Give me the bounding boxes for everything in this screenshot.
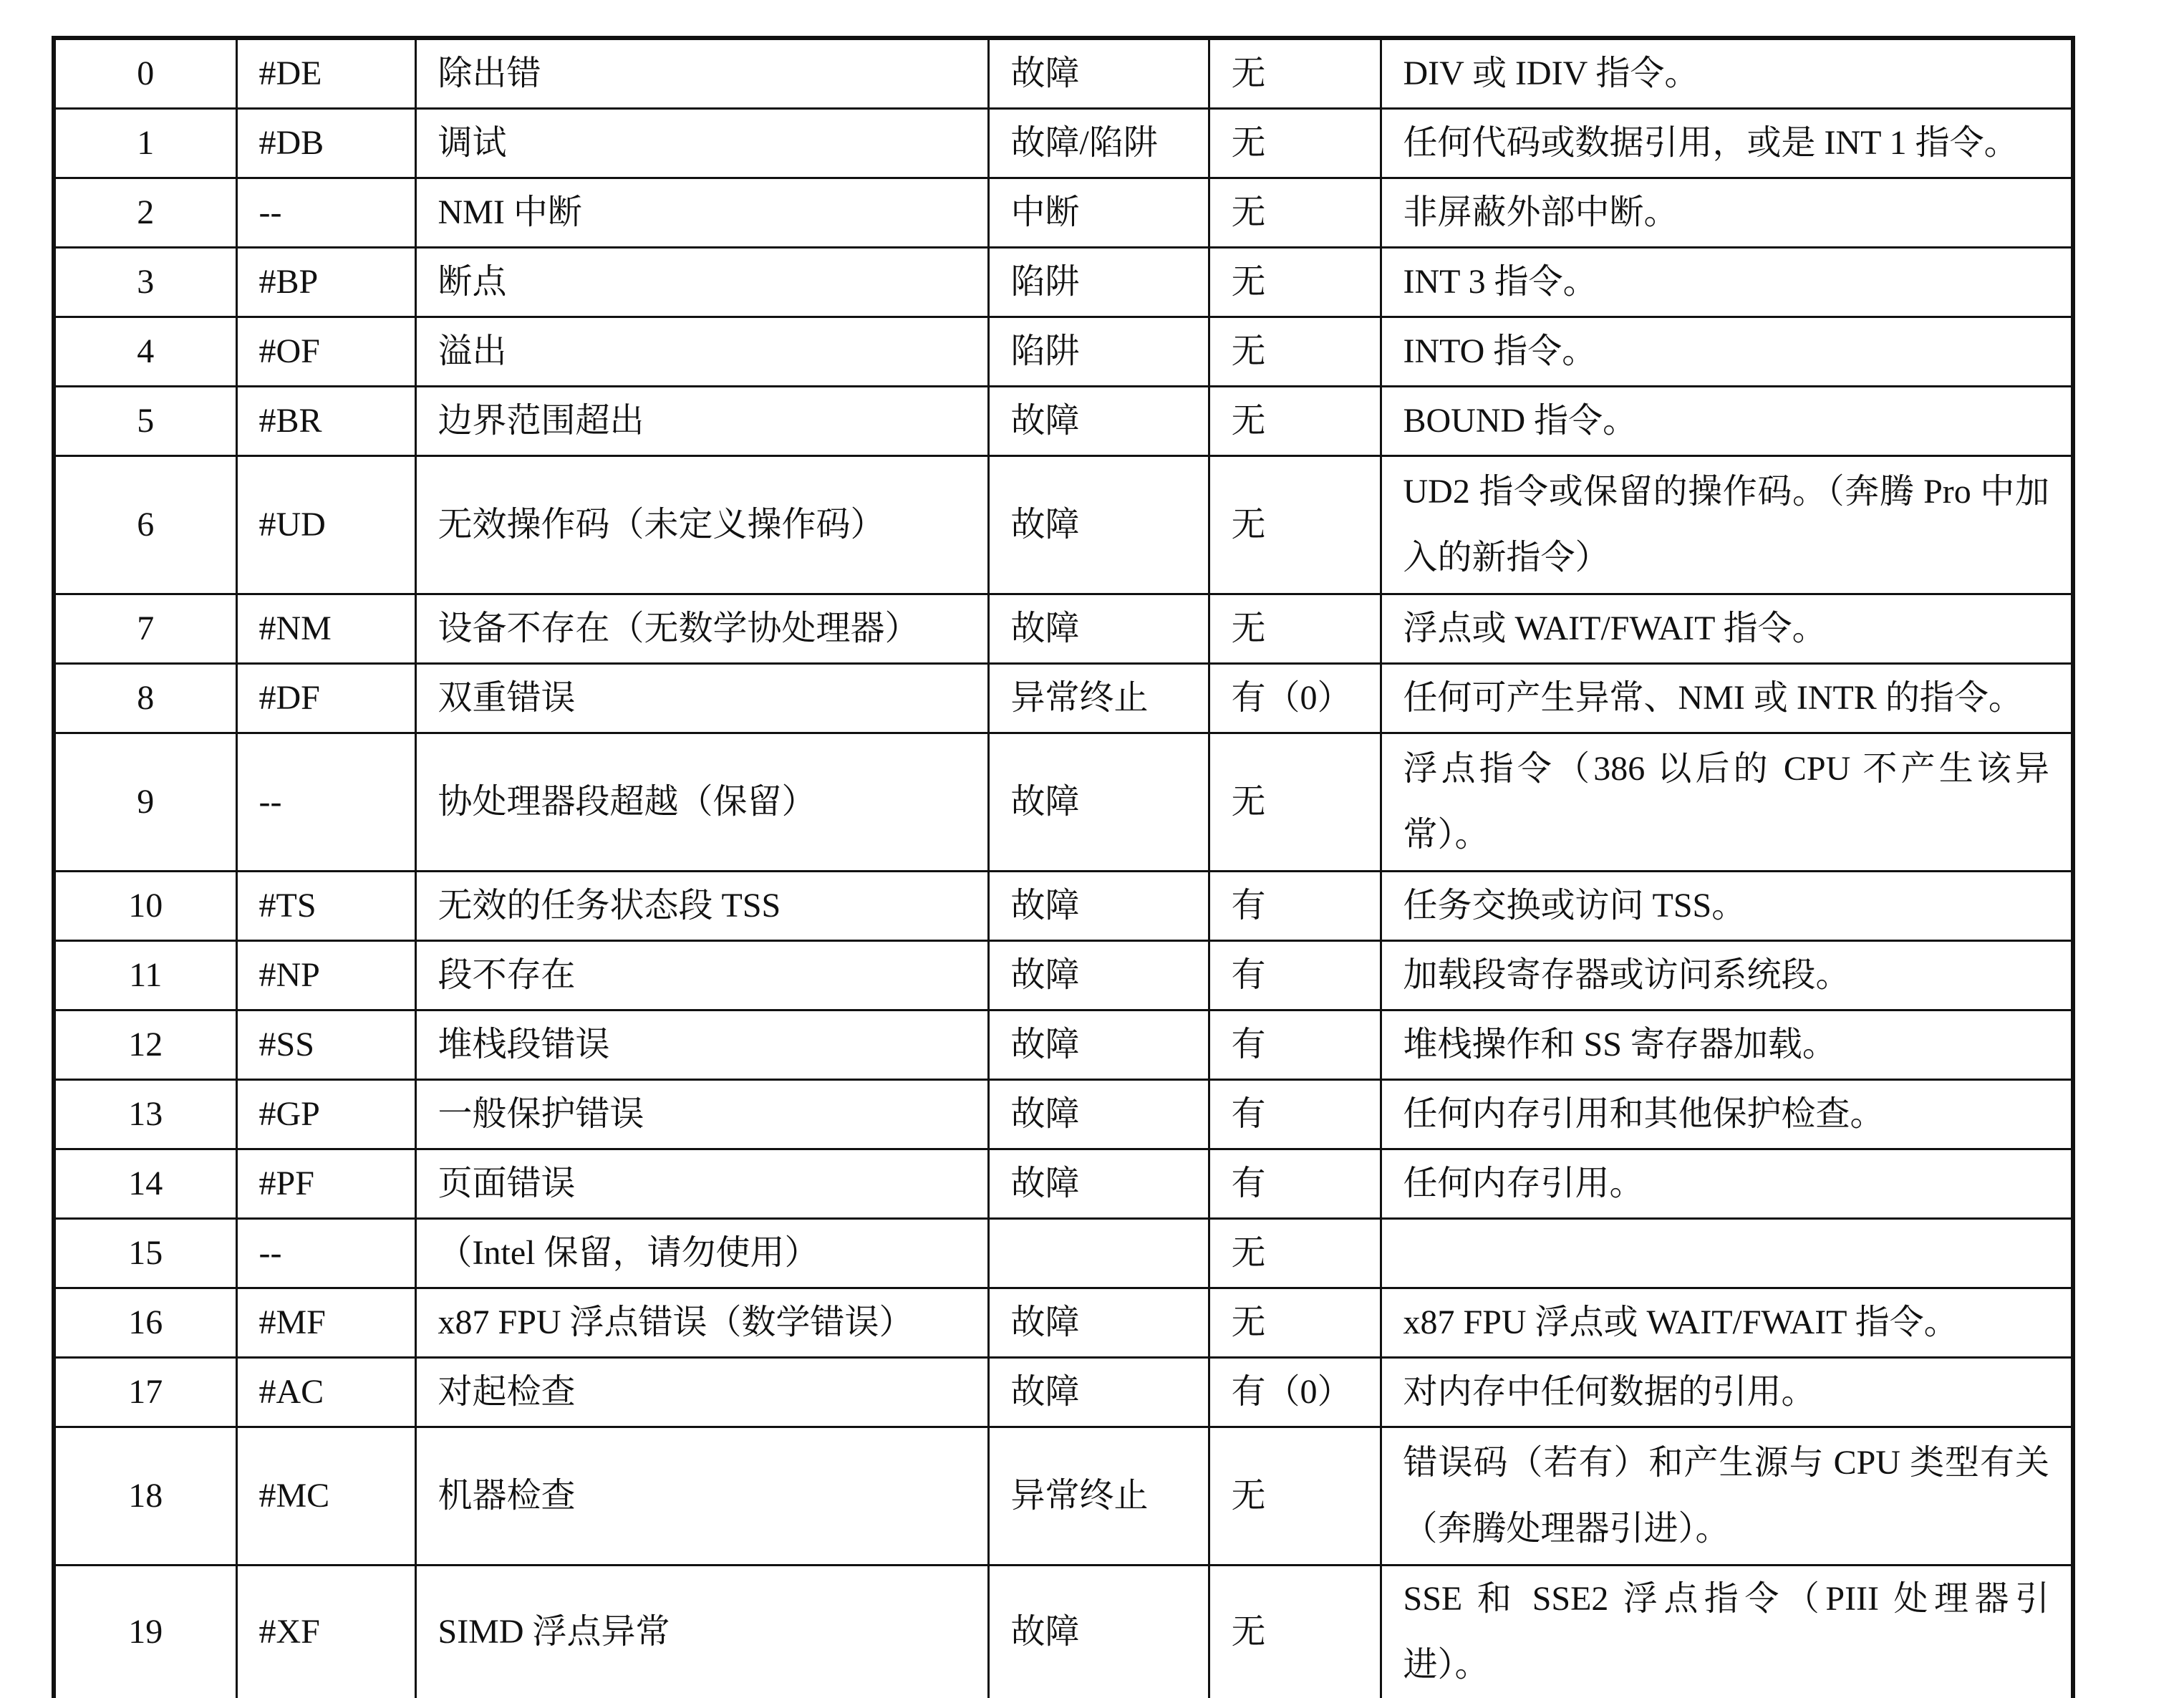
exception-type-cell: 故障 bbox=[988, 941, 1209, 1010]
mnemonic-cell: #NP bbox=[236, 941, 415, 1010]
error-code-cell: 无 bbox=[1209, 109, 1381, 178]
error-code-cell: 有（0） bbox=[1209, 664, 1381, 733]
table-row bbox=[56, 733, 2071, 872]
mnemonic-cell: #MF bbox=[236, 1288, 415, 1358]
exception-name-cell: 无效操作码（未定义操作码） bbox=[415, 456, 988, 594]
exception-source-cell: BOUND 指令。 bbox=[1381, 387, 2071, 456]
error-code-cell: 无 bbox=[1209, 387, 1381, 456]
exception-table-body bbox=[56, 40, 2071, 1698]
exception-source-cell: 堆栈操作和 SS 寄存器加载。 bbox=[1381, 1010, 2071, 1080]
table-row bbox=[56, 872, 2071, 941]
mnemonic-cell: #XF bbox=[236, 1566, 415, 1698]
table-row bbox=[56, 387, 2071, 456]
exception-type-cell: 故障 bbox=[988, 733, 1209, 872]
exception-name-cell: 段不存在 bbox=[415, 941, 988, 1010]
error-code-cell: 无 bbox=[1209, 1219, 1381, 1288]
exception-name-cell: （Intel 保留，请勿使用） bbox=[415, 1219, 988, 1288]
table-row bbox=[56, 456, 2071, 594]
vector-number-cell: 12 bbox=[56, 1010, 236, 1080]
vector-number-cell: 10 bbox=[56, 872, 236, 941]
exception-table-container bbox=[52, 36, 2075, 1698]
mnemonic-cell: -- bbox=[236, 1219, 415, 1288]
exception-type-cell: 故障 bbox=[988, 1358, 1209, 1427]
mnemonic-cell: #BP bbox=[236, 248, 415, 317]
exception-type-cell: 故障 bbox=[988, 1566, 1209, 1698]
error-code-cell: 无 bbox=[1209, 1566, 1381, 1698]
error-code-cell: 有 bbox=[1209, 1080, 1381, 1149]
exception-type-cell: 故障 bbox=[988, 1010, 1209, 1080]
exception-name-cell: 机器检查 bbox=[415, 1427, 988, 1566]
table-row bbox=[56, 40, 2071, 109]
exception-type-cell: 陷阱 bbox=[988, 317, 1209, 387]
table-row bbox=[56, 317, 2071, 387]
table-row bbox=[56, 1427, 2071, 1566]
exception-type-cell: 中断 bbox=[988, 178, 1209, 248]
mnemonic-cell: #GP bbox=[236, 1080, 415, 1149]
mnemonic-cell: #OF bbox=[236, 317, 415, 387]
exception-name-cell: 溢出 bbox=[415, 317, 988, 387]
mnemonic-cell: -- bbox=[236, 178, 415, 248]
vector-number-cell: 18 bbox=[56, 1427, 236, 1566]
error-code-cell: 无 bbox=[1209, 317, 1381, 387]
exception-source-cell: UD2 指令或保留的操作码。（奔腾 Pro 中加入的新指令） bbox=[1381, 456, 2071, 594]
table-row bbox=[56, 1219, 2071, 1288]
exception-type-cell: 故障 bbox=[988, 1080, 1209, 1149]
exception-type-cell: 故障 bbox=[988, 1288, 1209, 1358]
exception-name-cell: 一般保护错误 bbox=[415, 1080, 988, 1149]
error-code-cell: 有 bbox=[1209, 941, 1381, 1010]
table-row bbox=[56, 1288, 2071, 1358]
exception-name-cell: 调试 bbox=[415, 109, 988, 178]
table-row bbox=[56, 178, 2071, 248]
vector-number-cell: 19 bbox=[56, 1566, 236, 1698]
error-code-cell: 无 bbox=[1209, 733, 1381, 872]
vector-number-cell: 8 bbox=[56, 664, 236, 733]
exception-source-cell bbox=[1381, 1219, 2071, 1288]
table-row bbox=[56, 941, 2071, 1010]
exception-source-cell: 任何内存引用和其他保护检查。 bbox=[1381, 1080, 2071, 1149]
vector-number-cell: 11 bbox=[56, 941, 236, 1010]
exception-source-cell: INT 3 指令。 bbox=[1381, 248, 2071, 317]
vector-number-cell: 3 bbox=[56, 248, 236, 317]
exception-type-cell: 故障 bbox=[988, 456, 1209, 594]
mnemonic-cell: #UD bbox=[236, 456, 415, 594]
exception-source-cell: 错误码（若有）和产生源与 CPU 类型有关（奔腾处理器引进）。 bbox=[1381, 1427, 2071, 1566]
exception-type-cell: 故障 bbox=[988, 1149, 1209, 1219]
exception-name-cell: SIMD 浮点异常 bbox=[415, 1566, 988, 1698]
exception-source-cell: 任务交换或访问 TSS。 bbox=[1381, 872, 2071, 941]
vector-number-cell: 0 bbox=[56, 40, 236, 109]
exception-type-cell: 故障/陷阱 bbox=[988, 109, 1209, 178]
exception-name-cell: 设备不存在（无数学协处理器） bbox=[415, 594, 988, 664]
mnemonic-cell: -- bbox=[236, 733, 415, 872]
table-row bbox=[56, 594, 2071, 664]
exception-source-cell: 加载段寄存器或访问系统段。 bbox=[1381, 941, 2071, 1010]
vector-number-cell: 4 bbox=[56, 317, 236, 387]
vector-number-cell: 7 bbox=[56, 594, 236, 664]
vector-number-cell: 9 bbox=[56, 733, 236, 872]
error-code-cell: 无 bbox=[1209, 40, 1381, 109]
exception-source-cell: INTO 指令。 bbox=[1381, 317, 2071, 387]
vector-number-cell: 13 bbox=[56, 1080, 236, 1149]
vector-number-cell: 15 bbox=[56, 1219, 236, 1288]
exception-source-cell: DIV 或 IDIV 指令。 bbox=[1381, 40, 2071, 109]
error-code-cell: 有（0） bbox=[1209, 1358, 1381, 1427]
table-row bbox=[56, 1566, 2071, 1698]
exception-name-cell: 断点 bbox=[415, 248, 988, 317]
error-code-cell: 无 bbox=[1209, 1288, 1381, 1358]
vector-number-cell: 16 bbox=[56, 1288, 236, 1358]
exception-type-cell: 陷阱 bbox=[988, 248, 1209, 317]
error-code-cell: 无 bbox=[1209, 456, 1381, 594]
mnemonic-cell: #DB bbox=[236, 109, 415, 178]
exception-name-cell: 边界范围超出 bbox=[415, 387, 988, 456]
exception-source-cell: x87 FPU 浮点或 WAIT/FWAIT 指令。 bbox=[1381, 1288, 2071, 1358]
exception-type-cell: 故障 bbox=[988, 872, 1209, 941]
exception-type-cell: 故障 bbox=[988, 594, 1209, 664]
error-code-cell: 有 bbox=[1209, 872, 1381, 941]
exception-type-cell: 故障 bbox=[988, 40, 1209, 109]
exception-source-cell: 任何代码或数据引用，或是 INT 1 指令。 bbox=[1381, 109, 2071, 178]
vector-number-cell: 1 bbox=[56, 109, 236, 178]
exception-name-cell: 堆栈段错误 bbox=[415, 1010, 988, 1080]
exception-name-cell: 除出错 bbox=[415, 40, 988, 109]
vector-number-cell: 17 bbox=[56, 1358, 236, 1427]
table-row bbox=[56, 1358, 2071, 1427]
mnemonic-cell: #MC bbox=[236, 1427, 415, 1566]
error-code-cell: 有 bbox=[1209, 1010, 1381, 1080]
exception-source-cell: 对内存中任何数据的引用。 bbox=[1381, 1358, 2071, 1427]
error-code-cell: 无 bbox=[1209, 594, 1381, 664]
vector-number-cell: 14 bbox=[56, 1149, 236, 1219]
error-code-cell: 无 bbox=[1209, 1427, 1381, 1566]
error-code-cell: 无 bbox=[1209, 248, 1381, 317]
mnemonic-cell: #TS bbox=[236, 872, 415, 941]
exception-name-cell: 协处理器段超越（保留） bbox=[415, 733, 988, 872]
table-row bbox=[56, 1080, 2071, 1149]
exception-source-cell: 任何内存引用。 bbox=[1381, 1149, 2071, 1219]
mnemonic-cell: #NM bbox=[236, 594, 415, 664]
mnemonic-cell: #BR bbox=[236, 387, 415, 456]
exception-type-cell bbox=[988, 1219, 1209, 1288]
vector-number-cell: 5 bbox=[56, 387, 236, 456]
exception-source-cell: 浮点指令（386 以后的 CPU 不产生该异常）。 bbox=[1381, 733, 2071, 872]
mnemonic-cell: #DF bbox=[236, 664, 415, 733]
exception-source-cell: 浮点或 WAIT/FWAIT 指令。 bbox=[1381, 594, 2071, 664]
vector-number-cell: 2 bbox=[56, 178, 236, 248]
exception-name-cell: 对起检查 bbox=[415, 1358, 988, 1427]
exception-name-cell: 页面错误 bbox=[415, 1149, 988, 1219]
exception-name-cell: 双重错误 bbox=[415, 664, 988, 733]
table-row bbox=[56, 1149, 2071, 1219]
vector-number-cell: 6 bbox=[56, 456, 236, 594]
exception-source-cell: 任何可产生异常、NMI 或 INTR 的指令。 bbox=[1381, 664, 2071, 733]
table-row bbox=[56, 109, 2071, 178]
exception-name-cell: 无效的任务状态段 TSS bbox=[415, 872, 988, 941]
error-code-cell: 无 bbox=[1209, 178, 1381, 248]
table-row bbox=[56, 248, 2071, 317]
exception-source-cell: SSE 和 SSE2 浮点指令（PIII 处理器引进）。 bbox=[1381, 1566, 2071, 1698]
mnemonic-cell: #SS bbox=[236, 1010, 415, 1080]
exception-type-cell: 异常终止 bbox=[988, 1427, 1209, 1566]
exception-name-cell: NMI 中断 bbox=[415, 178, 988, 248]
mnemonic-cell: #DE bbox=[236, 40, 415, 109]
table-row bbox=[56, 1010, 2071, 1080]
mnemonic-cell: #AC bbox=[236, 1358, 415, 1427]
exception-source-cell: 非屏蔽外部中断。 bbox=[1381, 178, 2071, 248]
mnemonic-cell: #PF bbox=[236, 1149, 415, 1219]
exception-type-cell: 故障 bbox=[988, 387, 1209, 456]
exception-name-cell: x87 FPU 浮点错误（数学错误） bbox=[415, 1288, 988, 1358]
exception-type-cell: 异常终止 bbox=[988, 664, 1209, 733]
error-code-cell: 有 bbox=[1209, 1149, 1381, 1219]
table-row bbox=[56, 664, 2071, 733]
exception-vector-table bbox=[56, 40, 2071, 1698]
